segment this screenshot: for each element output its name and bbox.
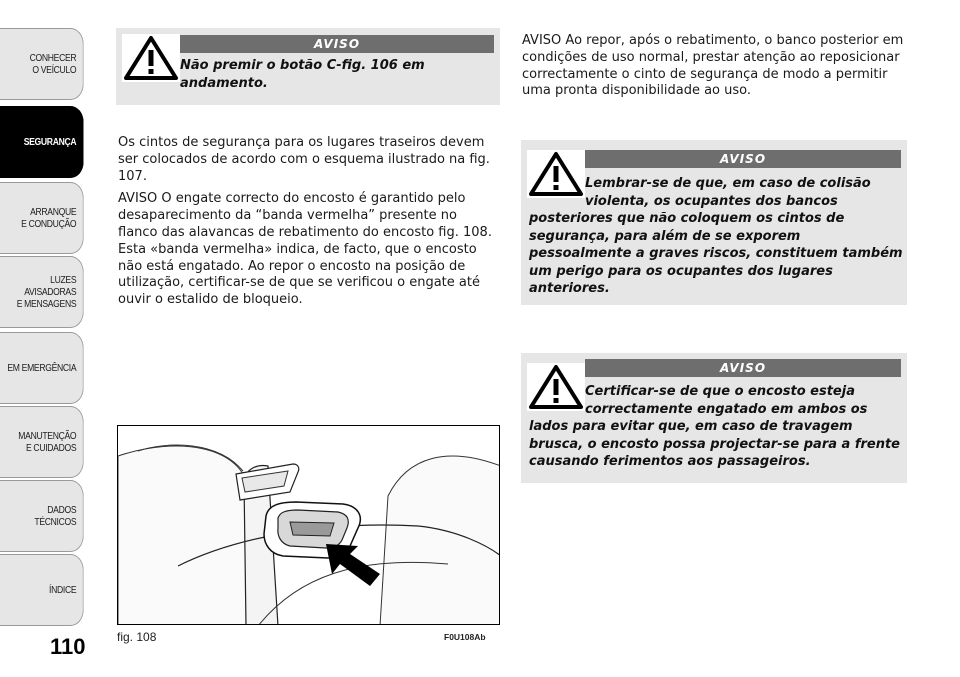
- figure-code: F0U108Ab: [444, 632, 486, 642]
- tab-dados-tecnicos[interactable]: DADOS TÉCNICOS: [0, 480, 84, 552]
- figure-108-illustration: [117, 425, 500, 625]
- warning-header: AVISO: [585, 359, 901, 377]
- tab-luzes-avisadoras[interactable]: LUZES AVISADORAS E MENSAGENS: [0, 256, 84, 328]
- page-number: 110: [50, 634, 86, 659]
- warning-box-button-c: [116, 28, 500, 105]
- paragraph-backrest-engagement: AVISO O engate correcto do encosto é garantido pelo desaparecimento da “banda vermelha” presente no flanco das alavancas de rebatimento do encosto fig. 108. Esta «banda vermelha» indica, de facto, que o encosto não está engatado. Ao repor o encosto na posição de utilização, certificar-se de que se verificou o engate até ouvir o estalido de bloqueio.: [118, 191, 492, 308]
- right-body-text: [522, 33, 912, 106]
- tab-em-emergencia[interactable]: EM EMERGÊNCIA: [0, 332, 84, 404]
- left-body-text: [118, 135, 500, 315]
- tab-arranque-e-conducao[interactable]: ARRANQUE E CONDUÇÃO: [0, 182, 84, 254]
- warning-text: Lembrar-se de que, em caso de colisão violenta, os ocupantes dos bancos posteriores que não coloquem os cintos de segurança, para além de se exporem pessoalmente a graves riscos, constituem também um perigo para os ocupantes dos lugares anteriores.: [529, 176, 903, 296]
- warning-box-backrest: [521, 353, 907, 483]
- paragraph-reposition-seat: AVISO Ao repor, após o rebatimento, o banco posterior em condições de uso normal, prestar atenção ao reposicionar correctamente o cinto de segurança de modo a permitir uma pronta disponibilidade ao uso.: [522, 33, 904, 99]
- warning-header: AVISO: [180, 35, 494, 53]
- paragraph-seat-belts: Os cintos de segurança para os lugares traseiros devem ser colocados de acordo com o esquema ilustrado na fig. 107.: [118, 135, 490, 184]
- tab-indice[interactable]: ÍNDICE: [0, 554, 84, 626]
- seat-backrest-lever-illustration: [118, 426, 500, 625]
- tab-conhecer-o-veiculo[interactable]: CONHECER O VEÍCULO: [0, 28, 84, 100]
- tab-seguranca[interactable]: SEGURANÇA: [0, 106, 84, 178]
- figure-caption: fig. 108: [117, 630, 157, 644]
- warning-text: Não premir o botão C-fig. 106 em andamento.: [180, 58, 425, 91]
- warning-text: Certificar-se de que o encosto esteja correctamente engatado em ambos os lados para evitar que, em caso de travagem brusca, o encosto possa projectar-se para a frente causando ferimentos aos passageiros.: [529, 384, 900, 469]
- tab-manutencao-e-cuidados[interactable]: MANUTENÇÃO E CUIDADOS: [0, 406, 84, 478]
- warning-header: AVISO: [585, 150, 901, 168]
- warning-box-collision: [521, 140, 907, 305]
